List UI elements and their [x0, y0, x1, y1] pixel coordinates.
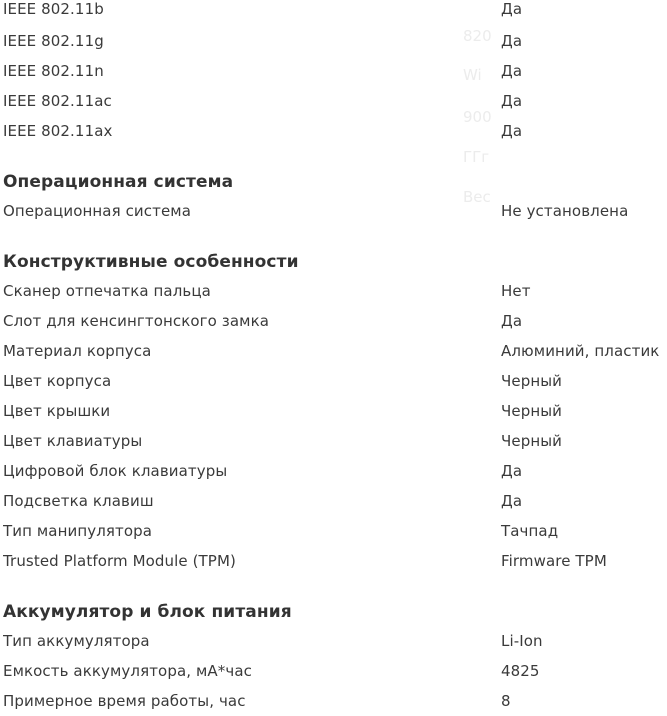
spec-key: IEEE 802.11ac [3, 92, 112, 110]
spec-row [3, 56, 667, 86]
spec-key: Операционная система [3, 202, 192, 220]
spec-row [3, 546, 667, 576]
spec-row [3, 456, 667, 486]
spec-value: Да [501, 312, 523, 330]
spec-value: Алюминий, пластик [501, 342, 660, 360]
spec-value: 4825 [501, 662, 540, 680]
spec-value: Да [501, 92, 523, 110]
spec-row [3, 86, 667, 116]
spec-value: Да [501, 0, 523, 18]
spec-row [3, 306, 667, 336]
section-title-os: Операционная система [3, 172, 234, 192]
spec-key: Сканер отпечатка пальца [3, 282, 211, 300]
spec-value: Черный [501, 402, 563, 420]
spec-value: Да [501, 62, 523, 80]
spec-row [3, 686, 667, 716]
spec-row [3, 516, 667, 546]
spec-key: Цвет крышки [3, 402, 111, 420]
spec-row [3, 276, 667, 306]
spec-value: Firmware TPM [501, 552, 607, 570]
spec-key: IEEE 802.11n [3, 62, 104, 80]
spec-value: Да [501, 462, 523, 480]
spec-key: Материал корпуса [3, 342, 152, 360]
spec-row [3, 196, 667, 226]
ghost-text-2: Wi [463, 66, 482, 84]
spec-row [3, 26, 667, 56]
spec-key: Trusted Platform Module (TPM) [3, 552, 236, 570]
spec-row [3, 656, 667, 686]
spec-key: Цифровой блок клавиатуры [3, 462, 228, 480]
spec-key: Цвет корпуса [3, 372, 112, 390]
spec-value: Не установлена [501, 202, 629, 220]
spec-key: Тип манипулятора [3, 522, 153, 540]
ghost-text-1: 820 [463, 27, 492, 45]
spec-row [3, 366, 667, 396]
spec-key: Примерное время работы, час [3, 692, 246, 710]
spec-key: Тип аккумулятора [3, 632, 150, 650]
spec-row [3, 0, 667, 26]
spec-value: 8 [501, 692, 511, 710]
spec-key: Емкость аккумулятора, мА*час [3, 662, 252, 680]
section-title-design: Конструктивные особенности [3, 252, 299, 272]
spec-value: Черный [501, 372, 563, 390]
spec-key: Цвет клавиатуры [3, 432, 143, 450]
spec-value: Да [501, 32, 523, 50]
spec-key: IEEE 802.11ax [3, 122, 113, 140]
design-section [3, 238, 667, 576]
spec-key: IEEE 802.11b [3, 0, 104, 18]
ghost-text-4: ГГг [463, 148, 490, 166]
spec-row [3, 426, 667, 456]
ghost-text-3: 900 [463, 108, 492, 126]
spec-key: IEEE 802.11g [3, 32, 104, 50]
section-title-battery: Аккумулятор и блок питания [3, 602, 292, 622]
spec-value: Li-Ion [501, 632, 543, 650]
os-section [3, 158, 667, 226]
spec-key: Подсветка клавиш [3, 492, 154, 510]
spec-row [3, 486, 667, 516]
spec-value: Да [501, 492, 523, 510]
ghost-text-5: Вес [463, 188, 491, 206]
spec-key: Слот для кенсингтонского замка [3, 312, 270, 330]
spec-value: Тачпад [501, 522, 559, 540]
spec-row [3, 336, 667, 366]
spec-value: Нет [501, 282, 531, 300]
spec-value: Да [501, 122, 523, 140]
spec-row [3, 626, 667, 656]
wifi-group [3, 0, 667, 146]
battery-section [3, 588, 667, 716]
spec-value: Черный [501, 432, 563, 450]
spec-row [3, 396, 667, 426]
spec-row [3, 116, 667, 146]
